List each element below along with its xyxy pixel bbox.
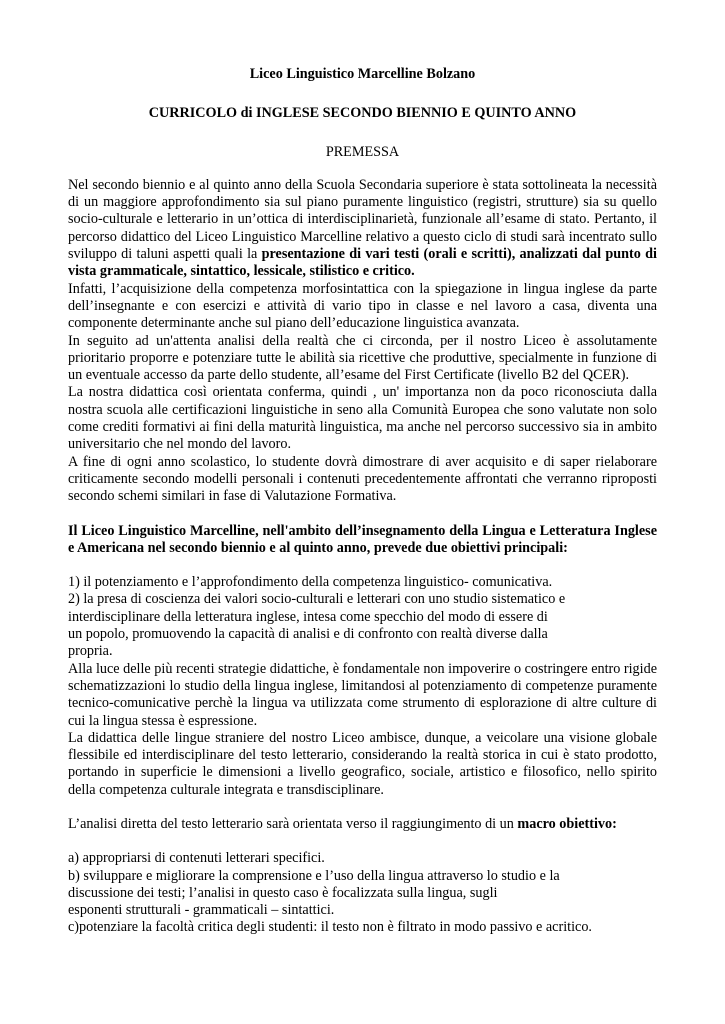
objective-2-line-3: un popolo, promuovendo la capacità di analisi e di confronto con realtà diverse dalla (68, 626, 548, 643)
paragraph-intro (68, 177, 657, 281)
objective-2-line-2: interdisciplinare della letteratura inglese, intesa come specchio del modo di essere di (68, 608, 548, 625)
list-item-c: c)potenziare la facoltà critica degli studenti: il testo non è filtrato in modo passivo e acritico. (68, 919, 592, 936)
objective-2-line-4: propria. (68, 643, 113, 660)
paragraph-intro-bold: presentazione di vari testi (orali e scritti), analizzati dal punto di vista grammaticale, sintattico, lessicale, stilistico e critico. (68, 246, 657, 280)
paragraph-abilities: In seguito ad un'attenta analisi della realtà che ci circonda, per il nostro Liceo è assolutamente prioritario proporre e potenziare tutte le abilità sia ricettive che produttive, specialmente in funzione di un eventuale accesso da parte dello studente, all’esame del First Certificate (livello B2 del QCER). (68, 332, 657, 384)
list-item-b-line-3: esponenti strutturali - grammaticali – sintattici. (68, 902, 335, 919)
document-title: CURRICOLO di INGLESE SECONDO BIENNIO E QUINTO ANNO (148, 105, 577, 122)
list-item-b-line-2: discussione dei testi; l’analisi in questo caso è focalizzata sulla lingua, sugli (68, 884, 498, 901)
paragraph-analysis-text: L’analisi diretta del testo letterario sarà orientata verso il raggiungimento di un (68, 815, 518, 832)
paragraph-morphosyntax: Infatti, l’acquisizione della competenza morfosintattica con la spiegazione in lingua inglese da parte dell’insegnante e con esercizi e attività di vario tipo in classe e nel lavoro a casa, diventa una componente determinante anche sul piano dell’educazione linguistica avanzata. (68, 280, 657, 332)
section-heading: PREMESSA (325, 143, 400, 160)
spacer (68, 833, 657, 850)
objectives-heading (68, 523, 657, 558)
objective-1: 1) il potenziamento e l’approfondimento della competenza linguistico- comunicativa. (68, 574, 553, 591)
paragraph-certifications: La nostra didattica così orientata conferma, quindi , un' importanza non da poco riconosciuta dalla nostra scuola alle certificazioni linguistiche in seno alla Comunità Europea che sono valutate non solo come crediti formativi ai fini della maturità linguistica, ma anche nel percorso successivo sia in ambito universitario che nel mondo del lavoro. (68, 384, 657, 453)
paragraph-evaluation: A fine di ogni anno scolastico, lo studente dovrà dimostrare di aver acquisito e di saper rielaborare criticamente secondo modelli personali i contenuti precedentemente affrontati che verranno riproposti secondo schemi similari in fase di Valutazione Formativa. (68, 453, 657, 505)
school-name: Liceo Linguistico Marcelline Bolzano (249, 66, 476, 82)
paragraph-analysis (68, 816, 657, 833)
paragraph-strategies: Alla luce delle più recenti strategie didattiche, è fondamentale non impoverire o costringere entro rigide schematizzazioni lo studio della lingua inglese, limitandosi al potenziamento di competenze puramente tecnico-comunicative perchè la lingua va utilizzata come strumento di esplorazione di altre culture di cui la lingua stessa è espressione. (68, 660, 657, 729)
macro-objective-label: macro obiettivo: (517, 815, 617, 832)
list-item-a: a) appropriarsi di contenuti letterari specifici. (68, 850, 325, 867)
paragraph-didactics: La didattica delle lingue straniere del nostro Liceo ambisce, dunque, a veicolare una visione globale flessibile ed interdisciplinare del testo letterario, considerando la realtà storica in cui è stato prodotto, portando in superficie le dimensioni a livello geografico, sociale, artistico e filosofico, nello spirito della competenza culturale integrata e transdisciplinare. (68, 729, 657, 798)
spacer (68, 506, 657, 523)
paragraph-intro-text: Nel secondo biennio e al quinto anno della Scuola Secondaria superiore è stata sottolineata la necessità di un maggiore approfondimento sia sul piano puramente linguistico (registri, strutture) sia su quello socio-culturale e letterario in un’ottica di interdisciplinarietà, funzionale all’esame di stato. Pertanto, il percorso didattico del Liceo Linguistico Marcelline relativo a questo ciclo di studi sarà incentrato sullo sviluppo di taluni aspetti quali la (68, 176, 657, 263)
objectives-heading-text: Il Liceo Linguistico Marcelline, nell'ambito dell’insegnamento della Lingua e Letteratura Inglese e Americana nel secondo biennio e al quinto anno, prevede due obiettivi principali: (68, 522, 657, 556)
spacer (68, 557, 657, 574)
spacer (68, 799, 657, 816)
list-item-b-line-1: b) sviluppare e migliorare la comprensione e l’uso della lingua attraverso lo studio e la (68, 867, 560, 884)
objective-2-line-1: 2) la presa di coscienza dei valori socio-culturali e letterari con uno studio sistematico e (68, 591, 566, 608)
